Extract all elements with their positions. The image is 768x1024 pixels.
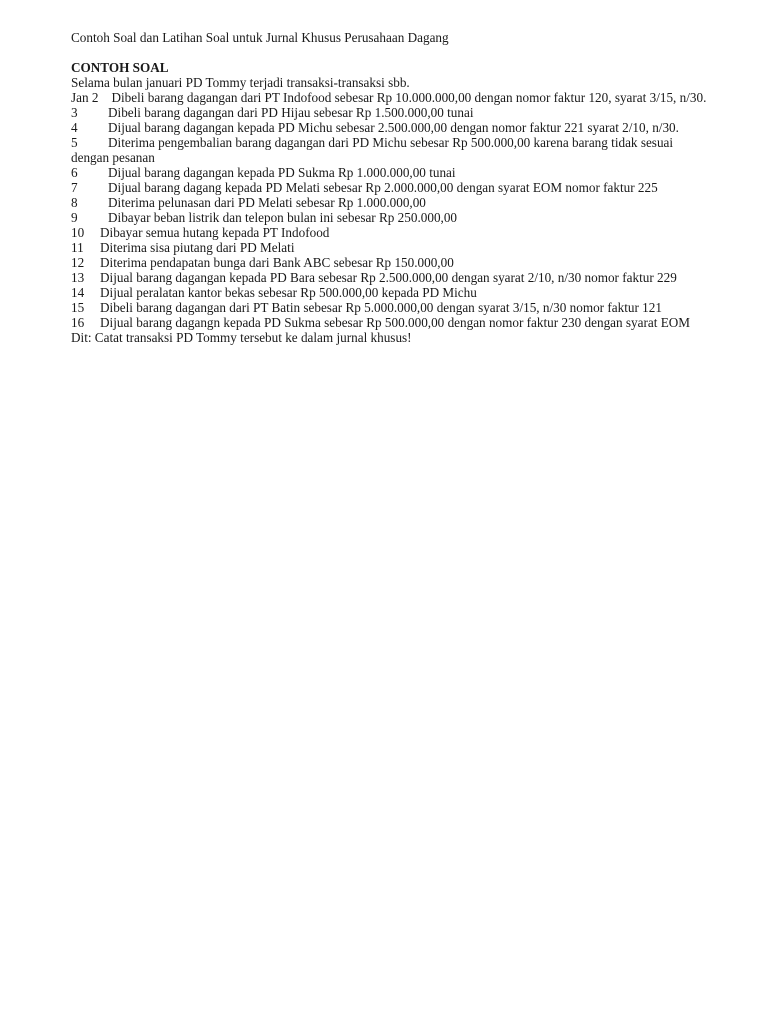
document-page [71,30,711,345]
transaction-text: Dijual barang dagangan kepada PD Bara sebesar Rp 2.500.000,00 dengan syarat 2/10, n/30 nomor faktur 229 [100,270,677,285]
transaction-item [71,195,711,210]
transaction-text: Diterima pendapatan bunga dari Bank ABC sebesar Rp 150.000,00 [100,255,454,270]
transaction-item [71,270,711,285]
transaction-text: Dijual barang dagangn kepada PD Sukma sebesar Rp 500.000,00 dengan nomor faktur 230 dengan syarat EOM [100,315,690,330]
transaction-text: Dibayar beban listrik dan telepon bulan ini sebesar Rp 250.000,00 [108,210,458,225]
section-heading: CONTOH SOAL [71,60,169,75]
transaction-item [71,180,711,195]
transaction-item [71,225,711,240]
transaction-list [71,90,711,330]
transaction-item [71,105,711,120]
transaction-day: 9 [71,210,78,225]
transaction-day: 15 [71,300,85,315]
intro-text: Selama bulan januari PD Tommy terjadi transaksi-transaksi sbb. [71,75,410,90]
transaction-day: 16 [71,315,85,330]
transaction-text: Dibayar semua hutang kepada PT Indofood [100,225,330,240]
transaction-item [71,255,711,270]
transaction-item [71,285,711,300]
transaction-day: 3 [71,105,78,120]
transaction-day: 10 [71,225,85,240]
transaction-day: 6 [71,165,78,180]
transaction-item [71,165,711,180]
transaction-text: Dijual barang dagangan kepada PD Sukma Rp 1.000.000,00 tunai [108,165,456,180]
transaction-text: Dijual barang dagang kepada PD Melati sebesar Rp 2.000.000,00 dengan syarat EOM nomor faktur 225 [108,180,658,195]
transaction-day: 14 [71,285,85,300]
transaction-day: 7 [71,180,78,195]
transaction-text: Diterima sisa piutang dari PD Melati [100,240,295,255]
transaction-day: 8 [71,195,78,210]
transaction-day: Jan 2 [71,90,99,105]
instruction-text: Dit: Catat transaksi PD Tommy tersebut ke dalam jurnal khusus! [71,330,412,345]
transaction-text: Dibeli barang dagangan dari PT Indofood sebesar Rp 10.000.000,00 dengan nomor faktur 120, syarat 3/15, n/30. [111,90,707,105]
blank-line [71,45,711,60]
transaction-item [71,210,711,225]
transaction-day: 4 [71,120,78,135]
transaction-text: Dijual peralatan kantor bekas sebesar Rp 500.000,00 kepada PD Michu [100,285,477,300]
transaction-item [71,120,711,135]
transaction-day: 11 [71,240,84,255]
transaction-item [71,300,711,315]
transaction-item [71,135,711,165]
transaction-item [71,90,711,105]
transaction-day: 5 [71,135,78,150]
transaction-text: Dibeli barang dagangan dari PD Hijau sebesar Rp 1.500.000,00 tunai [108,105,474,120]
transaction-item [71,240,711,255]
transaction-text: Dibeli barang dagangan dari PT Batin sebesar Rp 5.000.000,00 dengan syarat 3/15, n/30 nomor faktur 121 [100,300,662,315]
transaction-text: Diterima pelunasan dari PD Melati sebesar Rp 1.000.000,00 [108,195,426,210]
transaction-item [71,315,711,330]
transaction-day: 12 [71,255,85,270]
transaction-day: 13 [71,270,85,285]
document-title: Contoh Soal dan Latihan Soal untuk Jurnal Khusus Perusahaan Dagang [71,30,449,45]
transaction-text: Dijual barang dagangan kepada PD Michu sebesar 2.500.000,00 dengan nomor faktur 221 syarat 2/10, n/30. [108,120,679,135]
transaction-text: Diterima pengembalian barang dagangan dari PD Michu sebesar Rp 500.000,00 karena barang tidak sesuai dengan pesanan [71,135,674,165]
